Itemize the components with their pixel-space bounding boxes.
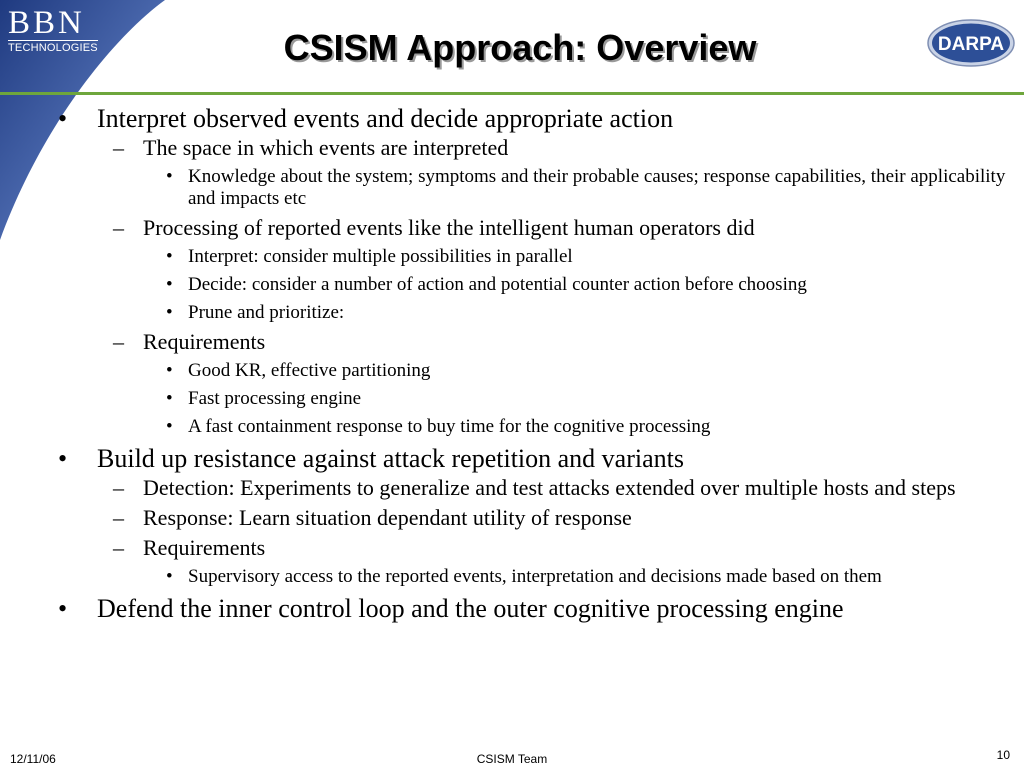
darpa-logo bbox=[926, 18, 1016, 68]
bullet-marker: • bbox=[166, 302, 173, 323]
bullet-text: The space in which events are interpreted bbox=[143, 135, 509, 160]
bullet-marker: – bbox=[113, 505, 124, 530]
bbn-logo-main: BBN bbox=[8, 5, 85, 41]
slide-body bbox=[0, 104, 1024, 626]
bullet-level-2 bbox=[0, 330, 1024, 354]
footer-page-number: 10 bbox=[996, 748, 1010, 762]
bullet-marker: • bbox=[166, 416, 173, 437]
bullet-level-2 bbox=[0, 136, 1024, 160]
bullet-text: Response: Learn situation dependant utility of response bbox=[143, 505, 632, 530]
bullet-text: Good KR, effective partitioning bbox=[188, 360, 431, 381]
bullet-marker: • bbox=[166, 388, 173, 409]
bullet-text: Decide: consider a number of action and potential counter action before choosing bbox=[188, 274, 807, 295]
bullet-level-3 bbox=[0, 302, 1024, 324]
bullet-marker: • bbox=[166, 166, 173, 187]
bullet-marker: • bbox=[166, 566, 173, 587]
bullet-text: Requirements bbox=[143, 535, 266, 560]
bullet-level-3 bbox=[0, 360, 1024, 382]
bullet-text: Prune and prioritize: bbox=[188, 302, 345, 323]
bullet-level-3 bbox=[0, 566, 1024, 588]
bbn-logo-sub: TECHNOLOGIES bbox=[8, 42, 98, 54]
footer-team: CSISM Team bbox=[476, 752, 548, 766]
bullet-level-3 bbox=[0, 246, 1024, 268]
bullet-level-1 bbox=[0, 594, 1024, 624]
bullet-level-3 bbox=[0, 388, 1024, 410]
bullet-level-3 bbox=[0, 416, 1024, 438]
bullet-marker: • bbox=[166, 274, 173, 295]
bullet-text: Interpret observed events and decide appropriate action bbox=[97, 104, 674, 133]
bullet-level-3 bbox=[0, 166, 1024, 210]
bullet-marker: – bbox=[113, 215, 124, 240]
bullet-level-1 bbox=[0, 104, 1024, 134]
bullet-marker: • bbox=[58, 594, 68, 623]
bullet-text: Supervisory access to the reported events, interpretation and decisions made based on them bbox=[188, 566, 882, 587]
bullet-marker: • bbox=[166, 246, 173, 267]
bullet-level-2 bbox=[0, 506, 1024, 530]
bullet-marker: – bbox=[113, 535, 124, 560]
bullet-level-2 bbox=[0, 536, 1024, 560]
footer-date: 12/11/06 bbox=[10, 752, 56, 766]
slide-title: CSISM Approach: Overview bbox=[283, 27, 757, 68]
bullet-text: Requirements bbox=[143, 329, 266, 354]
bullet-text: Processing of reported events like the intelligent human operators did bbox=[143, 215, 755, 240]
bullet-marker: – bbox=[113, 135, 124, 160]
bullet-text: Fast processing engine bbox=[188, 388, 362, 409]
bullet-text: A fast containment response to buy time for the cognitive processing bbox=[188, 416, 711, 437]
bullet-text: Defend the inner control loop and the outer cognitive processing engine bbox=[97, 594, 844, 623]
bullet-marker: – bbox=[113, 329, 124, 354]
bullet-marker: • bbox=[58, 444, 68, 473]
title-divider bbox=[0, 92, 1024, 95]
bullet-text: Detection: Experiments to generalize and test attacks extended over multiple hosts and steps bbox=[143, 475, 956, 500]
bullet-level-2 bbox=[0, 476, 1024, 500]
darpa-logo-text: DARPA bbox=[937, 34, 1005, 55]
bullet-text: Build up resistance against attack repetition and variants bbox=[97, 444, 684, 473]
bullet-level-3 bbox=[0, 274, 1024, 296]
bullet-text: Knowledge about the system; symptoms and their probable causes; response capabilities, their applicability and impacts etc bbox=[188, 166, 1006, 209]
bullet-marker: – bbox=[113, 475, 124, 500]
bullet-level-1 bbox=[0, 444, 1024, 474]
bullet-text: Interpret: consider multiple possibilities in parallel bbox=[188, 246, 573, 267]
bullet-marker: • bbox=[58, 104, 68, 133]
bullet-level-2 bbox=[0, 216, 1024, 240]
bbn-logo bbox=[8, 6, 98, 54]
bullet-marker: • bbox=[166, 360, 173, 381]
